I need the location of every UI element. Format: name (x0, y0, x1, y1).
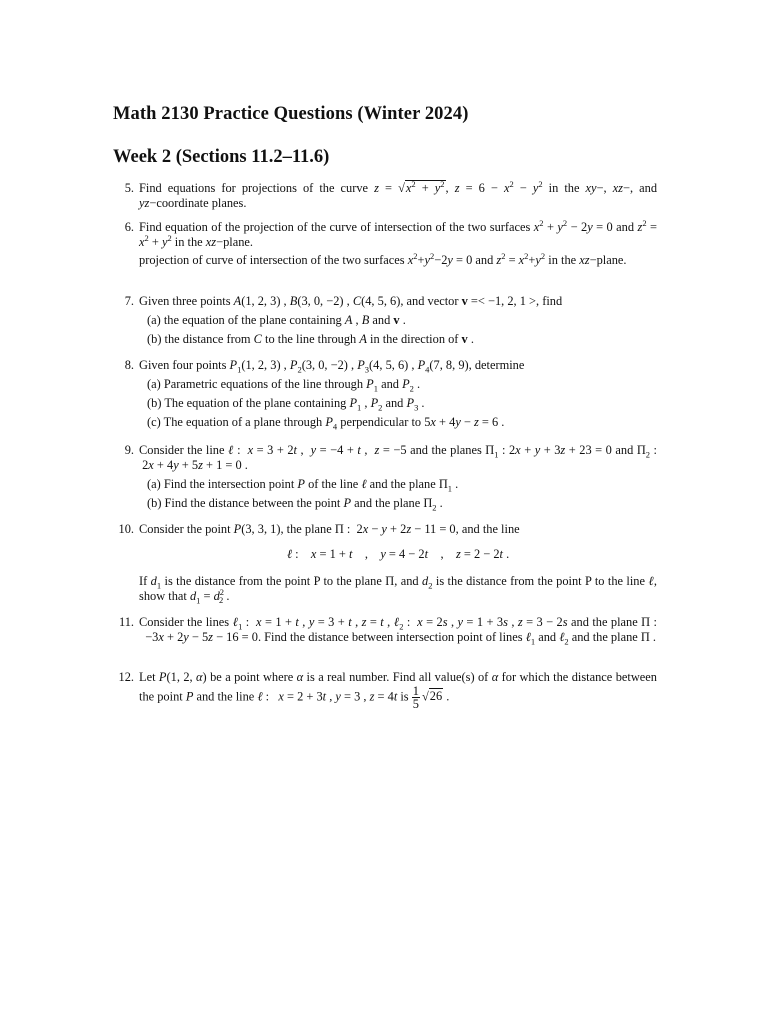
question-9 (112, 443, 657, 511)
question-body: Let P(1, 2, α) be a point where α is a real number. Find all value(s) of α for which the distance between the point P and the line ℓ : x = 2 + 3t , y = 3 , z = 4t is $\frac{1}{5}$ √26 . (139, 670, 657, 711)
question-part: (b) Find the distance between the point P and the plane $\Pi_2$ . (147, 496, 443, 513)
question-body: Consider the lines ℓ$_1$ : x = 1 + t , y = 3 + t , z = t , ℓ$_2$ : x = 2s , y = 1 + 3s , z = 3 − 2s and the plane Π : −3x + 2y − 5z − 16 = 0. Find the distance between intersection point of lines ℓ$_1$ and ℓ$_2$ and the plane Π . (139, 615, 657, 647)
question-part: (a) Find the intersection point P of the line ℓ and the plane $\Pi_1$ . (147, 477, 459, 494)
question-number: 12. (118, 670, 134, 684)
question-6 (112, 217, 657, 268)
question-number: 6. (124, 220, 134, 234)
question-11 (112, 615, 657, 645)
question-12 (112, 670, 657, 710)
section-heading: Week 2 (Sections 11.2–11.6) (113, 147, 330, 167)
question-number: 9. (124, 443, 134, 457)
question-body: Consider the line ℓ : x = 3 + 2t , y = −4 + t , z = −5 and the planes $\Pi_1$ : 2x + y + 3z + 23 = 0 and $\Pi_2$ : 2x + 4y + 5z + 1 = 0 . (a) Find the intersection point P of the line ℓ and the plane $\Pi_1$ . (b) Find the distance between the point P and the plane $\Pi_2$ . (139, 443, 657, 513)
question-number: 8. (124, 358, 134, 372)
question-8 (112, 358, 657, 430)
question-number: 7. (124, 294, 134, 308)
question-body: Find equation of the projection of the curve of intersection of the two surfaces $x^2 + y^2 - 2y = 0$ and $z^2 = x^2 + y^2$ in the xz−plane. projection of curve of intersection of the two surfaces $x^2+y^2-2y = 0$ and $z^2 = x^2+y^2$ in the xz−plane. (139, 217, 657, 267)
question-number: 10. (118, 522, 134, 536)
question-body: Find equations for projections of the curve $z = √x^2 + y^2$, $z = 6 - x^2 - y^2$ in the xy−, xz−, and yz−coordinate planes. (139, 178, 658, 210)
document-title: Math 2130 Practice Questions (Winter 2024) (113, 104, 469, 124)
fraction: $\frac{1}{5}$ (412, 684, 419, 711)
question-10 (112, 522, 657, 604)
question-number: 5. (124, 181, 134, 195)
question-body: Given three points A(1, 2, 3) , B(3, 0, −2) , C(4, 5, 6), and vector v =< −1, 2, 1 >, find (a) the equation of the plane containing A , B and v . (b) the distance from C to the line through A in the direction of v . (139, 294, 657, 347)
question-body: Consider the point P(3, 3, 1), the plane Π : 2x − y + 2z − 11 = 0, and the line ℓ : x = 1 + t , y = 4 − 2t , z = 2 − 2t . If $d_1$ is the distance from the point P to the plane Π, and $d_2$ is the distance from the point P to the line ℓ, show that $d_1 = d^2_2$ . (139, 522, 657, 606)
line-equation: ℓ : x = 1 + t , y = 4 − 2t , z = 2 − 2t . (286, 547, 510, 561)
question-5 (112, 178, 658, 211)
question-part: (b) The equation of the plane containing $P_1$ , $P_2$ and $P_3$ . (147, 396, 425, 413)
question-body: Given four points $P_1(1$, 2, 3) , $P_2(3$, 0, −2) , $P_3(4$, 5, 6) , $P_4(7$, 8, 9), determine (a) Parametric equations of the line through $P_1$ and $P_2$ . (b) The equation of the plane containing $P_1$ , $P_2$ and $P_3$ . (c) The equation of a plane through $P_4$ perpendicular to 5x + 4y − z = 6 . (139, 358, 657, 430)
question-7 (112, 294, 657, 347)
question-number: 11. (118, 615, 134, 629)
question-part: (c) The equation of a plane through $P_4$ perpendicular to 5x + 4y − z = 6 . (147, 415, 505, 432)
question-part: (a) the equation of the plane containing A , B and v . (147, 313, 406, 327)
question-part: (b) the distance from C to the line through A in the direction of v . (147, 332, 474, 346)
question-part: (a) Parametric equations of the line through $P_1$ and $P_2$ . (147, 377, 421, 394)
